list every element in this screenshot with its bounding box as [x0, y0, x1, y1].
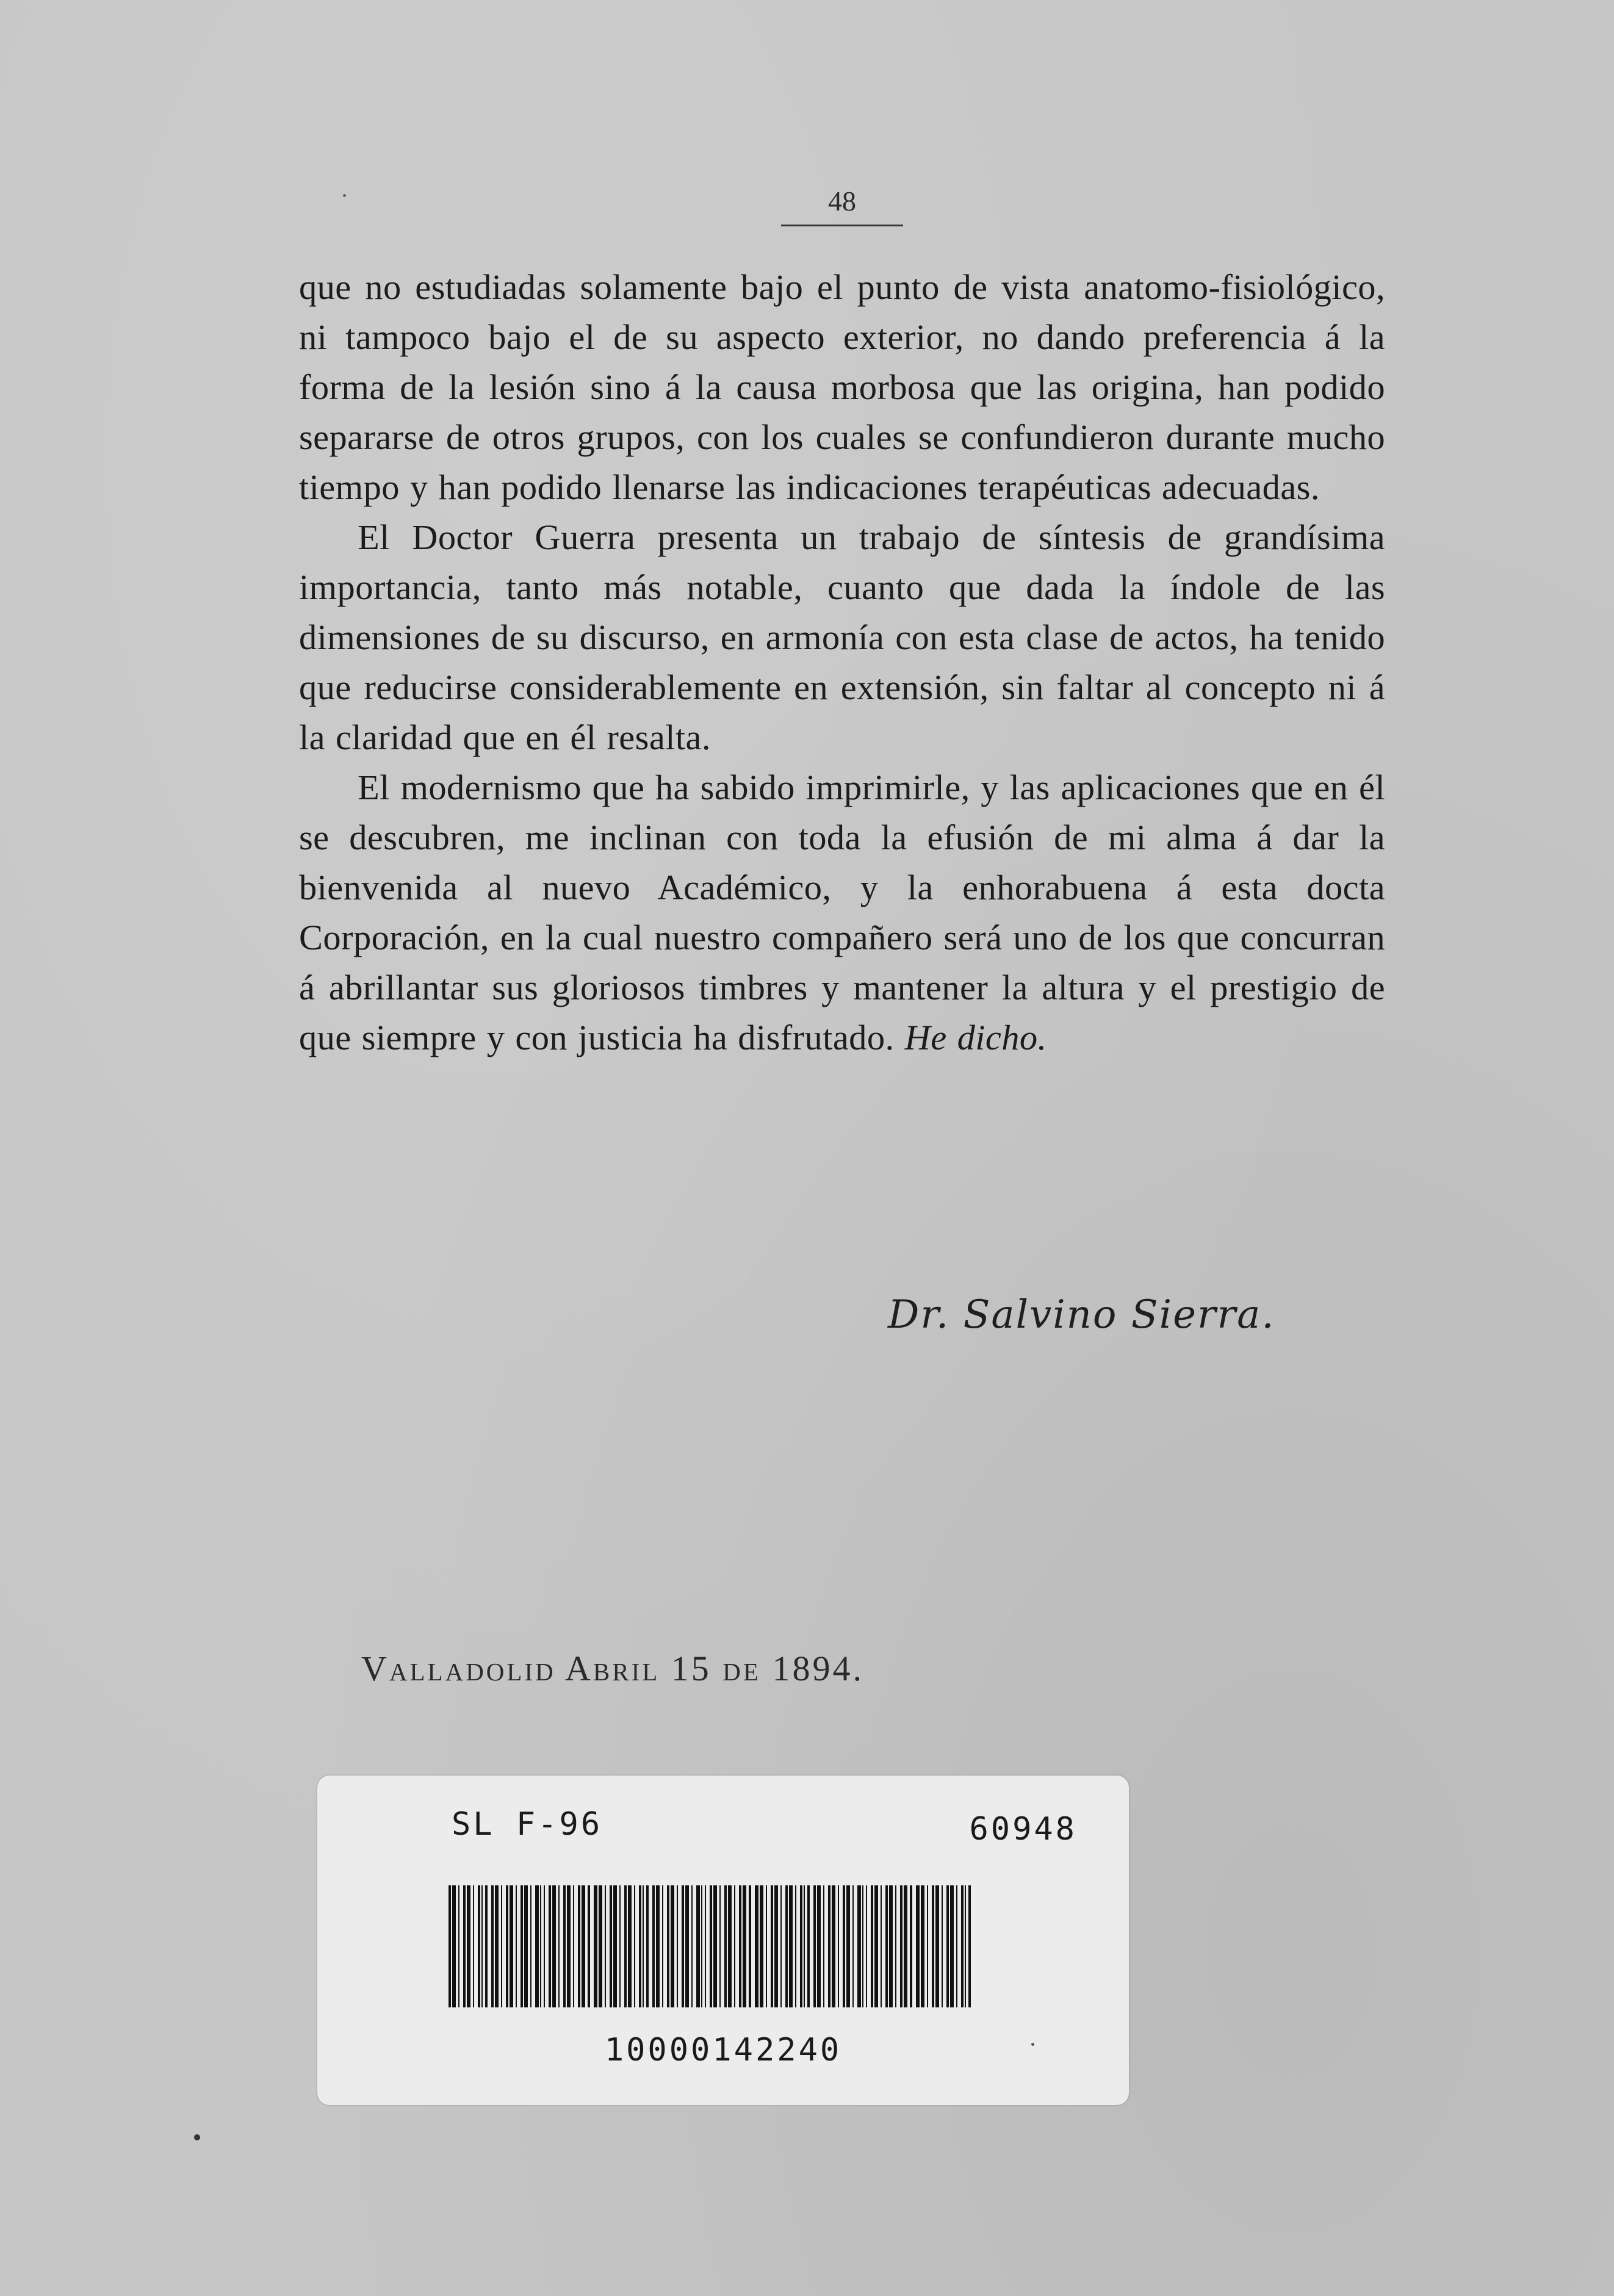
barcode-bar: [935, 1885, 939, 2007]
barcode-bar: [467, 1885, 470, 2007]
barcode-bar: [510, 1885, 513, 2007]
barcode-bar: [749, 1885, 751, 2007]
barcode-bar: [813, 1885, 816, 2007]
barcode-bar: [685, 1885, 689, 2007]
barcode-bar: [463, 1885, 466, 2007]
barcode-bar: [785, 1885, 788, 2007]
barcode-bar: [950, 1885, 954, 2007]
barcode-bar: [910, 1885, 912, 2007]
barcode-bar: [710, 1885, 712, 2007]
barcode-bar: [639, 1885, 641, 2007]
barcode-bar: [739, 1885, 741, 2007]
barcode-bar: [691, 1885, 693, 2007]
barcode-bar: [599, 1885, 602, 2007]
barcode-bar: [643, 1885, 644, 2007]
barcode-bar: [544, 1885, 545, 2007]
barcode-bar: [696, 1885, 700, 2007]
barcode-bar: [968, 1885, 971, 2007]
barcode-bar: [667, 1885, 669, 2007]
barcode-bar: [900, 1885, 902, 2007]
barcode-bar: [573, 1885, 574, 2007]
scan-speck: [1031, 2043, 1034, 2046]
scan-speck: [194, 2134, 200, 2140]
barcode-bar: [766, 1885, 767, 2007]
barcode-bar: [857, 1885, 861, 2007]
barcode-bar: [516, 1885, 517, 2007]
barcode-bar: [458, 1885, 459, 2007]
barcode-bar: [662, 1885, 663, 2007]
signature: Dr. Salvino Sierra.: [888, 1292, 1275, 1337]
barcode-bar: [828, 1885, 830, 2007]
barcode-bar: [734, 1885, 735, 2007]
barcode-bar: [558, 1885, 560, 2007]
barcode-bar: [705, 1885, 706, 2007]
barcode-number: 10000142240: [604, 2032, 842, 2068]
barcode-bar: [823, 1885, 824, 2007]
closing-phrase: He dicho.: [904, 1018, 1047, 1057]
paragraph-3-text: El modernismo que ha sabido imprimirle, y las aplicaciones que en él se descubren, me inclinan con toda la efusión de mi alma á dar la bienvenida al nuevo Académico, y la enhorabuena á esta docta Corporación, en la cual nuestro compañero será uno de los que concurran á abrillantar sus gloriosos timbres y mantener la altura y el prestigio de que siempre y con justicia ha disfrutado.: [299, 768, 1385, 1057]
barcode-bar: [871, 1885, 873, 2007]
barcode-bar: [942, 1885, 943, 2007]
barcode-bar: [613, 1885, 617, 2007]
barcode-bar: [852, 1885, 854, 2007]
barcode-bar: [921, 1885, 924, 2007]
barcode-bar: [552, 1885, 556, 2007]
barcode-bar: [701, 1885, 702, 2007]
barcode-bar: [628, 1885, 632, 2007]
barcode-bar: [521, 1885, 523, 2007]
barcode-bar: [832, 1885, 835, 2007]
body-text: [299, 262, 1385, 1063]
barcode-bar: [610, 1885, 612, 2007]
barcode-bar: [743, 1885, 746, 2007]
barcode-bar: [677, 1885, 678, 2007]
barcode-bar: [800, 1885, 802, 2007]
barcode-bar: [881, 1885, 882, 2007]
dateline: Valladolid Abril 15 de 1894.: [361, 1649, 864, 1688]
scan-speck: [343, 194, 346, 197]
barcode-bar: [582, 1885, 585, 2007]
barcode-bar: [719, 1885, 721, 2007]
barcode-bar: [889, 1885, 893, 2007]
barcode-bar: [656, 1885, 660, 2007]
barcode-bar: [619, 1885, 621, 2007]
barcode-bar: [866, 1885, 867, 2007]
barcode-bar: [549, 1885, 551, 2007]
barcode-bar: [956, 1885, 957, 2007]
barcode-bar: [789, 1885, 793, 2007]
barcode-bar: [524, 1885, 528, 2007]
paragraph-1: que no estudiadas solamente bajo el punto de vista anatomo-fisiológico, ni tampoco bajo el de su aspecto exterior, no dando preferencia á la forma de la lesión sino á la causa morbosa que las origina, han podido separarse de otros grupos, con los cuales se confundieron durante mucho tiempo y han podido llenarse las indicaciones terapéuticas adecuadas.: [299, 267, 1385, 507]
barcode-bar: [724, 1885, 727, 2007]
paragraph-3: [299, 763, 1385, 1063]
barcode-bar: [491, 1885, 494, 2007]
barcode-bar: [501, 1885, 502, 2007]
barcode-bar: [682, 1885, 684, 2007]
barcode-bar: [495, 1885, 499, 2007]
barcode-bar: [728, 1885, 732, 2007]
barcode-bar: [895, 1885, 896, 2007]
barcode-bar: [817, 1885, 821, 2007]
barcode-bar: [478, 1885, 480, 2007]
barcode-bar: [965, 1885, 966, 2007]
barcode-bar: [755, 1885, 758, 2007]
barcode-bar: [874, 1885, 878, 2007]
page-number: 48: [828, 185, 856, 217]
barcode-bar: [485, 1885, 488, 2007]
barcode-bar: [605, 1885, 606, 2007]
barcode-bar: [567, 1885, 571, 2007]
paragraph-2: El Doctor Guerra presenta un trabajo de síntesis de grandísima importancia, tanto más notable, cuanto que dada la índole de las dimensiones de su discurso, en armonía con esta clase de actos, ha tenido que reducirse considerablemente en extensión, sin faltar al concepto ni á la claridad que en él resalta.: [299, 517, 1385, 757]
barcode-bar: [843, 1885, 845, 2007]
barcode-bar: [671, 1885, 674, 2007]
barcode-bar: [885, 1885, 888, 2007]
barcode-bar: [774, 1885, 778, 2007]
barcode-bar: [916, 1885, 920, 2007]
barcode-bar: [904, 1885, 907, 2007]
barcode-bar: [862, 1885, 863, 2007]
barcode-bar: [807, 1885, 810, 2007]
barcode-bar: [927, 1885, 928, 2007]
barcode-bar: [535, 1885, 539, 2007]
label-record-number: 60948: [969, 1811, 1077, 1848]
barcode-bar: [624, 1885, 627, 2007]
barcode-bar: [838, 1885, 839, 2007]
barcode-bar: [540, 1885, 541, 2007]
barcode-bar: [652, 1885, 655, 2007]
barcode-bar: [780, 1885, 782, 2007]
library-barcode-label: [317, 1776, 1129, 2105]
barcode-bar: [713, 1885, 717, 2007]
barcode-bar: [846, 1885, 850, 2007]
barcode-bar: [634, 1885, 635, 2007]
barcode-bar: [760, 1885, 763, 2007]
barcode-image: [449, 1885, 973, 2007]
barcode-bar: [804, 1885, 805, 2007]
barcode-bar: [481, 1885, 483, 2007]
barcode-bar: [961, 1885, 964, 2007]
barcode-bar: [506, 1885, 508, 2007]
barcode-bar: [452, 1885, 456, 2007]
barcode-bar: [588, 1885, 590, 2007]
barcode-bar: [530, 1885, 531, 2007]
barcode-bar: [473, 1885, 474, 2007]
barcode-bar: [449, 1885, 451, 2007]
barcode-bar: [932, 1885, 934, 2007]
barcode-bar: [946, 1885, 949, 2007]
barcode-bar: [646, 1885, 649, 2007]
barcode-bar: [578, 1885, 580, 2007]
barcode-bar: [563, 1885, 566, 2007]
barcode-bar: [594, 1885, 597, 2007]
label-shelf-code: SL F-96: [452, 1806, 603, 1843]
page-number-rule: [781, 225, 903, 226]
barcode-bar: [795, 1885, 796, 2007]
barcode-bar: [771, 1885, 773, 2007]
